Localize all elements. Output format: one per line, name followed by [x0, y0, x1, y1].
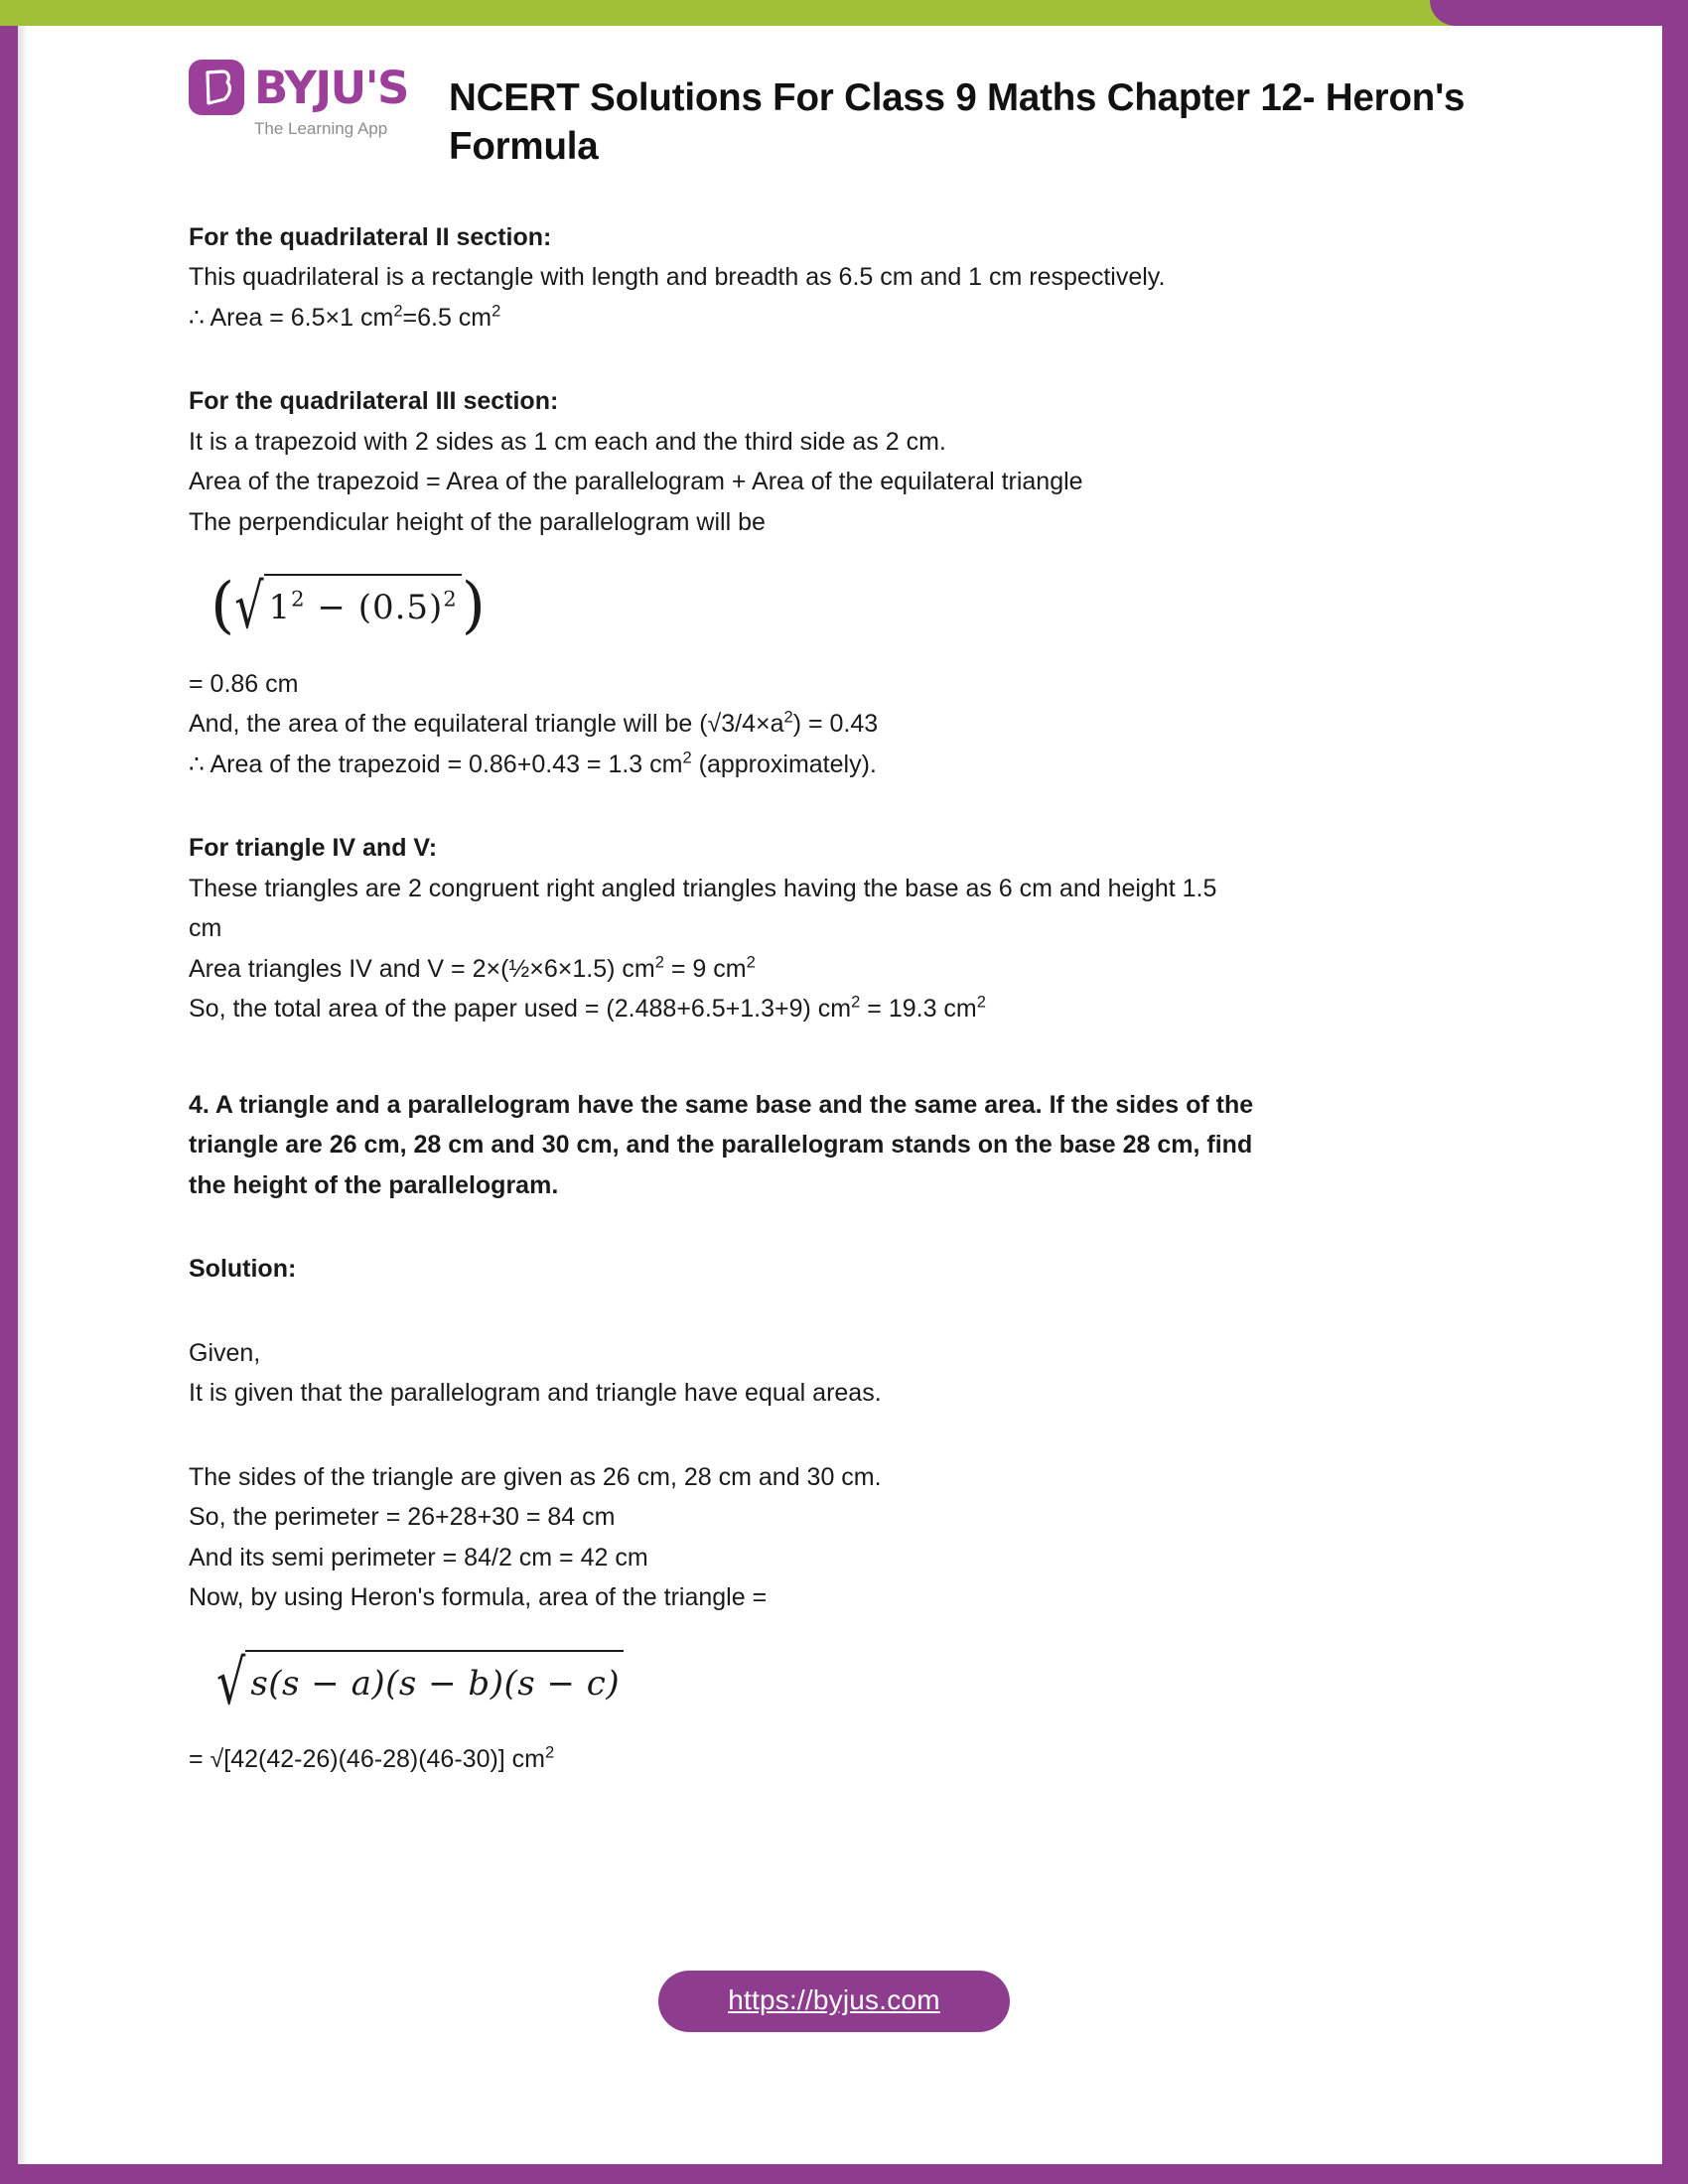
spacer [189, 1290, 1430, 1333]
tri45-line-3 [189, 989, 1430, 1029]
quad3-line-6-sup: 2 [682, 749, 692, 767]
section-triangle-4-5 [189, 828, 1430, 1029]
question-4-line-3: the height of the parallelogram. [189, 1170, 559, 1199]
tri45-line-1b: cm [189, 914, 222, 943]
quad3-line-5 [189, 704, 1430, 745]
quad2-area-mid: =6.5 cm [402, 303, 492, 332]
solution-line-7 [189, 1739, 1430, 1780]
math-right-paren: ) [461, 568, 486, 641]
sqrt-group [216, 1644, 624, 1718]
quad2-area-prefix: ∴ Area = 6.5×1 cm [189, 303, 394, 332]
solution-line-2: It is given that the parallelogram and triangle have equal areas. [189, 1379, 882, 1408]
section-quadrilateral-3-cont [189, 664, 1430, 785]
byjus-tagline: The Learning App [254, 119, 388, 138]
math-left-paren: ( [211, 568, 235, 641]
quad2-line-1: This quadrilateral is a rectangle with length and breadth as 6.5 cm and 1 cm respectively. [189, 263, 1166, 292]
question-4 [189, 1085, 1430, 1206]
solution-line-5: And its semi perimeter = 84/2 cm = 42 cm [189, 1543, 648, 1571]
byjus-logo [189, 60, 449, 138]
solution-line-3: The sides of the triangle are given as 26 cm, 28 cm and 30 cm. [189, 1462, 882, 1491]
formula-herons [189, 1644, 1430, 1718]
quad2-sup-2: 2 [492, 302, 501, 321]
question-4-line-2: triangle are 26 cm, 28 cm and 30 cm, and the parallelogram stands on the base 28 cm, find [189, 1131, 1253, 1160]
tri45-line-2-sup-2: 2 [746, 953, 756, 972]
logo-clip-region [189, 60, 449, 175]
quad2-sup-1: 2 [393, 302, 403, 321]
solution-line-7-prefix: = √[42(42-26)(46-28)(46-30)] cm [189, 1745, 546, 1774]
byjus-b-icon [189, 60, 244, 115]
spacer [189, 1029, 1430, 1085]
solution-line-1: Given, [189, 1338, 261, 1367]
radicand [264, 574, 462, 635]
formula-perpendicular-height [189, 568, 1430, 642]
quad3-line-2: Area of the trapezoid = Area of the parallelogram + Area of the equilateral triangle [189, 468, 1083, 496]
section-quadrilateral-3 [189, 381, 1430, 542]
quad3-line-1: It is a trapezoid with 2 sides as 1 cm each and the third side as 2 cm. [189, 427, 946, 456]
document-body [189, 217, 1430, 1780]
quad3-line-5-sup: 2 [783, 708, 793, 727]
radicand-a-exponent: 2 [291, 586, 306, 612]
byjus-wordmark: BYJU'S [254, 61, 408, 114]
quad3-line-6-prefix: ∴ Area of the trapezoid = 0.86+0.43 = 1.3 cm [189, 750, 683, 778]
tri45-line-2-mid: = 9 cm [663, 954, 747, 983]
footer [0, 1971, 1688, 2032]
page-title: NCERT Solutions For Class 9 Maths Chapter 12- Heron's Formula [449, 60, 1472, 172]
radicand: s(s − a)(s − b)(s − c) [245, 1650, 624, 1711]
tri45-line-2 [189, 949, 1430, 990]
solution-final-line-block [189, 1739, 1430, 1780]
quad3-line-5-suffix: ) = 0.43 [792, 710, 879, 739]
quad2-line-2 [189, 298, 1430, 339]
solution-line-7-sup: 2 [545, 1743, 555, 1762]
tri45-heading: For triangle IV and V: [189, 834, 438, 863]
quad3-heading: For the quadrilateral III section: [189, 387, 559, 416]
quad3-line-6-suffix: (approximately). [691, 750, 877, 778]
spacer [189, 784, 1430, 828]
solution-line-6: Now, by using Heron's formula, area of the triangle = [189, 1583, 768, 1612]
solution-heading-block [189, 1249, 1430, 1290]
bottom-purple-bar [0, 2164, 1688, 2184]
question-4-line-1: 4. A triangle and a parallelogram have the same base and the same area. If the sides of the [189, 1090, 1254, 1119]
radicand-operator: − [305, 588, 358, 628]
tri45-line-3-sup-2: 2 [976, 993, 986, 1012]
solution-heading: Solution: [189, 1255, 297, 1284]
quad3-line-3: The perpendicular height of the parallelogram will be [189, 507, 766, 536]
tri45-line-3-mid: = 19.3 cm [860, 995, 977, 1024]
tri45-line-3-prefix: So, the total area of the paper used = (2.488+6.5+1.3+9) cm [189, 995, 852, 1024]
radicand-b: (0.5) [357, 588, 444, 628]
document-header [189, 60, 1529, 172]
byjus-url-button[interactable]: https://byjus.com [658, 1971, 1009, 2032]
tri45-line-1: These triangles are 2 congruent right angled triangles having the base as 6 cm and height 1.5 [189, 874, 1217, 902]
solution-line-4: So, the perimeter = 26+28+30 = 84 cm [189, 1503, 616, 1532]
quad3-line-4: = 0.86 cm [189, 669, 299, 698]
logo-row [189, 60, 449, 115]
tri45-line-2-prefix: Area triangles IV and V = 2×(½×6×1.5) cm [189, 954, 655, 983]
quad3-line-5-prefix: And, the area of the equilateral triangle will be (√3/4×a [189, 710, 784, 739]
section-quadrilateral-2 [189, 217, 1430, 339]
solution-working-block [189, 1457, 1430, 1618]
tri45-line-3-sup-1: 2 [851, 993, 861, 1012]
spacer [189, 1414, 1430, 1457]
radical-icon: √ [234, 569, 264, 642]
sqrt-group [234, 568, 462, 642]
quad2-heading: For the quadrilateral II section: [189, 222, 552, 251]
spacer [189, 1205, 1430, 1249]
quad3-line-6 [189, 745, 1430, 785]
tri45-line-2-sup-1: 2 [654, 953, 664, 972]
solution-given-block [189, 1333, 1430, 1414]
radical-icon: √ [216, 1645, 246, 1718]
spacer [189, 338, 1430, 381]
radicand-a: 1 [268, 588, 292, 628]
radicand-b-exponent: 2 [443, 586, 458, 612]
